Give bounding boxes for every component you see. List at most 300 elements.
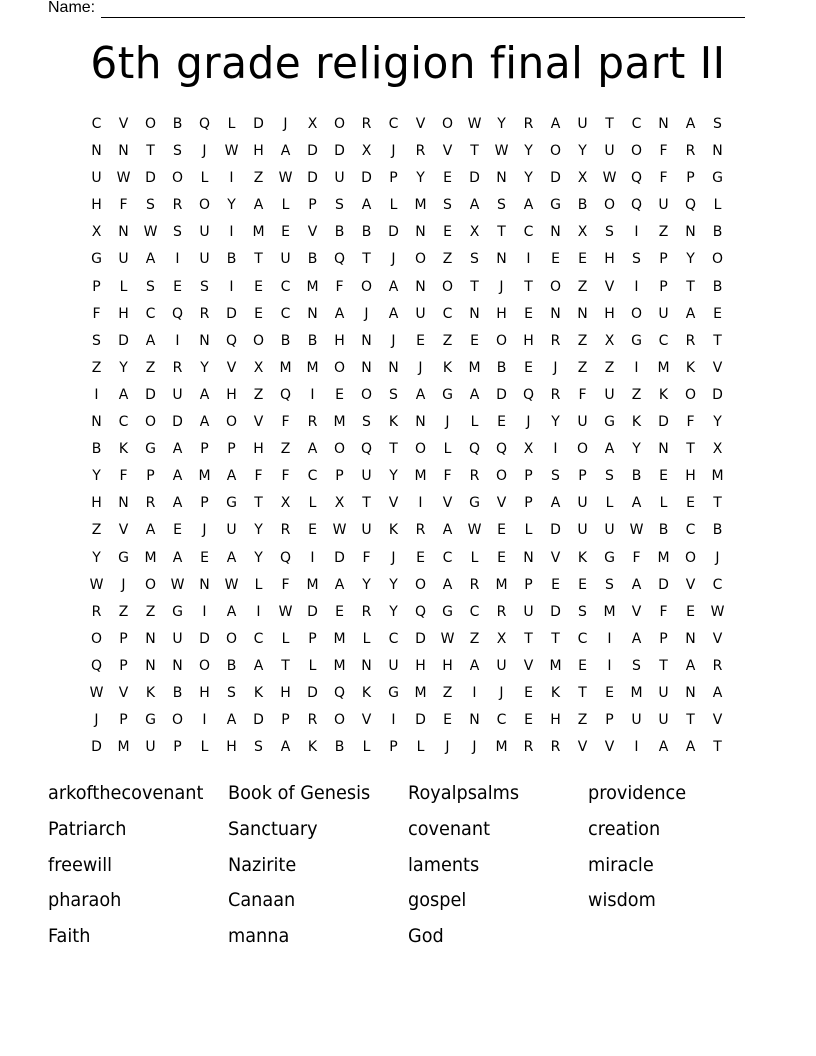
grid-cell[interactable]: A	[469, 197, 480, 214]
grid-cell[interactable]: A	[226, 603, 237, 620]
grid-cell[interactable]: P	[227, 441, 236, 458]
grid-cell[interactable]: A	[631, 576, 642, 593]
grid-cell[interactable]: Q	[225, 332, 238, 349]
grid-cell[interactable]: L	[389, 197, 398, 214]
grid-cell[interactable]: A	[118, 386, 129, 403]
grid-cell[interactable]: Z	[145, 603, 156, 620]
grid-cell[interactable]: F	[92, 305, 101, 322]
grid-cell[interactable]: S	[632, 657, 641, 674]
grid-cell[interactable]: G	[442, 603, 453, 620]
grid-cell[interactable]: Q	[495, 441, 508, 458]
grid-cell[interactable]: K	[550, 684, 561, 701]
grid-cell[interactable]: O	[549, 143, 562, 160]
grid-cell[interactable]: O	[360, 386, 373, 403]
grid-cell[interactable]: Q	[279, 386, 292, 403]
grid-cell[interactable]: U	[604, 522, 615, 539]
grid-cell[interactable]: R	[469, 468, 480, 485]
grid-cell[interactable]: T	[713, 495, 722, 512]
grid-cell[interactable]: X	[712, 441, 723, 458]
grid-cell[interactable]: A	[226, 712, 237, 729]
grid-cell[interactable]: M	[144, 549, 157, 566]
grid-cell[interactable]: L	[470, 414, 479, 431]
grid-cell[interactable]: M	[198, 468, 211, 485]
grid-cell[interactable]: Q	[279, 549, 292, 566]
grid-cell[interactable]: O	[576, 441, 589, 458]
grid-cell[interactable]: O	[603, 197, 616, 214]
grid-cell[interactable]: I	[634, 739, 639, 756]
grid-cell[interactable]: O	[144, 414, 157, 431]
grid-cell[interactable]: E	[254, 305, 263, 322]
grid-cell[interactable]: P	[173, 739, 182, 756]
grid-cell[interactable]: R	[415, 143, 426, 160]
grid-cell[interactable]: K	[577, 549, 588, 566]
grid-cell[interactable]: A	[685, 305, 696, 322]
grid-cell[interactable]: Y	[92, 549, 101, 566]
grid-cell[interactable]: P	[200, 495, 209, 512]
grid-cell[interactable]: S	[254, 739, 263, 756]
grid-cell[interactable]: C	[469, 603, 480, 620]
grid-cell[interactable]: C	[523, 224, 534, 241]
grid-cell[interactable]: E	[443, 170, 452, 187]
grid-cell[interactable]: W	[440, 630, 455, 647]
grid-cell[interactable]: H	[226, 386, 237, 403]
grid-cell[interactable]: D	[253, 116, 264, 132]
grid-cell[interactable]: E	[416, 549, 425, 566]
grid-cell[interactable]: G	[145, 441, 156, 458]
grid-cell[interactable]: F	[281, 468, 290, 485]
grid-cell[interactable]: R	[307, 712, 318, 729]
grid-cell[interactable]: E	[497, 522, 506, 539]
grid-cell[interactable]: H	[415, 657, 426, 674]
grid-cell[interactable]: M	[252, 224, 265, 241]
grid-cell[interactable]: G	[91, 251, 102, 268]
grid-cell[interactable]: W	[278, 603, 293, 620]
grid-cell[interactable]: U	[361, 468, 372, 485]
grid-cell[interactable]: M	[117, 739, 130, 756]
grid-cell[interactable]: G	[145, 712, 156, 729]
grid-cell[interactable]: I	[634, 224, 639, 241]
grid-cell[interactable]: N	[415, 224, 426, 241]
grid-cell[interactable]: P	[659, 278, 668, 295]
grid-cell[interactable]: V	[226, 359, 237, 376]
grid-cell[interactable]: M	[306, 359, 319, 376]
grid-cell[interactable]: I	[391, 712, 396, 729]
grid-cell[interactable]: D	[172, 414, 183, 431]
grid-cell[interactable]: L	[227, 116, 236, 132]
grid-cell[interactable]: L	[443, 441, 452, 458]
grid-cell[interactable]: V	[442, 495, 453, 512]
grid-cell[interactable]: E	[713, 305, 722, 322]
grid-cell[interactable]: W	[494, 143, 509, 160]
grid-cell[interactable]: S	[173, 224, 182, 241]
grid-cell[interactable]: B	[334, 739, 345, 756]
grid-cell[interactable]: A	[253, 197, 264, 214]
grid-cell[interactable]: J	[364, 305, 369, 322]
grid-cell[interactable]: W	[602, 170, 617, 187]
grid-cell[interactable]: U	[91, 170, 102, 187]
grid-cell[interactable]: A	[145, 251, 156, 268]
grid-cell[interactable]: P	[119, 657, 128, 674]
grid-cell[interactable]: L	[281, 630, 290, 647]
grid-cell[interactable]: J	[283, 116, 288, 132]
grid-cell[interactable]: Z	[91, 359, 102, 376]
grid-cell[interactable]: F	[254, 468, 263, 485]
grid-cell[interactable]: O	[333, 116, 346, 132]
grid-cell[interactable]: U	[496, 657, 507, 674]
grid-cell[interactable]: X	[577, 224, 588, 241]
grid-cell[interactable]: L	[119, 278, 128, 295]
grid-cell[interactable]: B	[226, 657, 237, 674]
grid-cell[interactable]: I	[202, 712, 207, 729]
grid-cell[interactable]: P	[389, 739, 398, 756]
grid-cell[interactable]: W	[467, 116, 482, 132]
grid-cell[interactable]: U	[658, 684, 669, 701]
grid-cell[interactable]: Y	[227, 197, 236, 214]
grid-cell[interactable]: T	[713, 739, 722, 756]
grid-cell[interactable]: K	[118, 441, 129, 458]
grid-cell[interactable]: M	[333, 657, 346, 674]
grid-cell[interactable]: R	[172, 359, 183, 376]
grid-cell[interactable]: F	[281, 576, 290, 593]
grid-cell[interactable]: E	[200, 549, 209, 566]
grid-cell[interactable]: N	[118, 495, 129, 512]
grid-cell[interactable]: I	[310, 386, 315, 403]
grid-cell[interactable]: D	[388, 224, 399, 241]
grid-cell[interactable]: D	[145, 386, 156, 403]
grid-cell[interactable]: D	[334, 549, 345, 566]
grid-cell[interactable]: N	[118, 143, 129, 160]
grid-cell[interactable]: F	[119, 197, 128, 214]
grid-cell[interactable]: R	[496, 603, 507, 620]
grid-cell[interactable]: C	[712, 576, 723, 593]
grid-cell[interactable]: X	[361, 143, 372, 160]
grid-cell[interactable]: U	[631, 712, 642, 729]
grid-cell[interactable]: K	[388, 414, 399, 431]
grid-cell[interactable]: I	[607, 630, 612, 647]
grid-cell[interactable]: Z	[577, 332, 588, 349]
grid-cell[interactable]: B	[280, 332, 291, 349]
grid-cell[interactable]: Y	[200, 359, 209, 376]
grid-cell[interactable]: U	[658, 305, 669, 322]
grid-cell[interactable]: A	[307, 441, 318, 458]
grid-cell[interactable]: R	[199, 305, 210, 322]
grid-cell[interactable]: U	[658, 712, 669, 729]
grid-cell[interactable]: O	[630, 305, 643, 322]
grid-cell[interactable]: R	[550, 739, 561, 756]
grid-cell[interactable]: N	[145, 657, 156, 674]
grid-cell[interactable]: Q	[684, 197, 697, 214]
grid-cell[interactable]: E	[578, 657, 587, 674]
grid-cell[interactable]: U	[118, 251, 129, 268]
grid-cell[interactable]: H	[334, 332, 345, 349]
grid-cell[interactable]: N	[685, 684, 696, 701]
grid-cell[interactable]: H	[91, 197, 102, 214]
grid-cell[interactable]: D	[361, 170, 372, 187]
grid-cell[interactable]: F	[578, 386, 587, 403]
grid-cell[interactable]: E	[254, 278, 263, 295]
grid-cell[interactable]: I	[202, 603, 207, 620]
grid-cell[interactable]: P	[659, 251, 668, 268]
grid-cell[interactable]: O	[360, 278, 373, 295]
grid-cell[interactable]: C	[631, 116, 642, 132]
grid-cell[interactable]: F	[335, 278, 344, 295]
grid-cell[interactable]: A	[658, 739, 669, 756]
grid-cell[interactable]: W	[278, 170, 293, 187]
grid-cell[interactable]: U	[145, 739, 156, 756]
grid-cell[interactable]: O	[414, 441, 427, 458]
grid-cell[interactable]: C	[442, 549, 453, 566]
grid-cell[interactable]: Z	[91, 522, 102, 539]
grid-cell[interactable]: M	[333, 630, 346, 647]
grid-cell[interactable]: K	[361, 684, 372, 701]
grid-cell[interactable]: E	[551, 251, 560, 268]
grid-cell[interactable]: B	[631, 468, 642, 485]
grid-cell[interactable]: J	[445, 414, 450, 431]
grid-cell[interactable]: T	[713, 332, 722, 349]
grid-cell[interactable]: X	[496, 630, 507, 647]
grid-cell[interactable]: O	[441, 116, 454, 132]
grid-cell[interactable]: K	[442, 359, 453, 376]
grid-cell[interactable]: R	[550, 386, 561, 403]
grid-cell[interactable]: N	[172, 657, 183, 674]
grid-cell[interactable]: T	[362, 495, 371, 512]
grid-cell[interactable]: A	[685, 739, 696, 756]
grid-cell[interactable]: T	[497, 224, 506, 241]
grid-cell[interactable]: A	[334, 305, 345, 322]
grid-cell[interactable]: Y	[551, 414, 560, 431]
grid-cell[interactable]: D	[712, 386, 723, 403]
grid-cell[interactable]: D	[91, 739, 102, 756]
grid-cell[interactable]: Q	[90, 657, 103, 674]
grid-cell[interactable]: P	[659, 630, 668, 647]
grid-cell[interactable]: E	[605, 684, 614, 701]
grid-cell[interactable]: N	[523, 549, 534, 566]
grid-cell[interactable]: U	[577, 116, 588, 132]
grid-cell[interactable]: A	[253, 657, 264, 674]
grid-cell[interactable]: A	[280, 739, 291, 756]
grid-cell[interactable]: L	[281, 197, 290, 214]
grid-cell[interactable]: J	[445, 739, 450, 756]
grid-cell[interactable]: A	[415, 386, 426, 403]
grid-cell[interactable]: B	[307, 251, 318, 268]
name-field[interactable]	[48, 0, 745, 18]
grid-cell[interactable]: K	[388, 522, 399, 539]
grid-cell[interactable]: E	[524, 305, 533, 322]
grid-cell[interactable]: I	[256, 603, 261, 620]
grid-cell[interactable]: H	[523, 332, 534, 349]
grid-cell[interactable]: D	[253, 712, 264, 729]
grid-cell[interactable]: O	[171, 712, 184, 729]
grid-cell[interactable]: L	[200, 170, 209, 187]
grid-cell[interactable]: N	[658, 441, 669, 458]
grid-cell[interactable]: B	[91, 441, 102, 458]
grid-cell[interactable]: T	[146, 143, 155, 160]
grid-cell[interactable]: N	[685, 224, 696, 241]
grid-cell[interactable]: Z	[604, 359, 615, 376]
grid-cell[interactable]: H	[226, 739, 237, 756]
grid-cell[interactable]: D	[550, 603, 561, 620]
grid-cell[interactable]: O	[441, 278, 454, 295]
grid-cell[interactable]: E	[173, 278, 182, 295]
grid-cell[interactable]: P	[281, 712, 290, 729]
grid-cell[interactable]: X	[469, 224, 480, 241]
grid-cell[interactable]: S	[632, 251, 641, 268]
grid-cell[interactable]: L	[416, 739, 425, 756]
grid-cell[interactable]: H	[253, 441, 264, 458]
grid-cell[interactable]: S	[173, 143, 182, 160]
grid-cell[interactable]: K	[253, 684, 264, 701]
grid-cell[interactable]: W	[170, 576, 185, 593]
grid-cell[interactable]: A	[172, 549, 183, 566]
grid-cell[interactable]: M	[306, 278, 319, 295]
grid-cell[interactable]: L	[362, 739, 371, 756]
grid-cell[interactable]: J	[121, 576, 126, 593]
grid-cell[interactable]: D	[469, 170, 480, 187]
grid-cell[interactable]: X	[91, 224, 102, 241]
grid-cell[interactable]: C	[307, 468, 318, 485]
grid-cell[interactable]: L	[713, 197, 722, 214]
grid-cell[interactable]: D	[307, 603, 318, 620]
grid-cell[interactable]: U	[415, 305, 426, 322]
grid-cell[interactable]: L	[200, 739, 209, 756]
grid-cell[interactable]: Y	[524, 143, 533, 160]
grid-cell[interactable]: A	[145, 522, 156, 539]
grid-cell[interactable]: P	[335, 468, 344, 485]
grid-cell[interactable]: O	[630, 143, 643, 160]
grid-cell[interactable]: D	[658, 414, 669, 431]
grid-cell[interactable]: S	[146, 197, 155, 214]
grid-cell[interactable]: S	[470, 251, 479, 268]
grid-cell[interactable]: M	[306, 576, 319, 593]
grid-cell[interactable]: Z	[118, 603, 129, 620]
grid-cell[interactable]: C	[91, 116, 102, 132]
grid-cell[interactable]: J	[526, 414, 531, 431]
grid-cell[interactable]: Q	[198, 116, 211, 132]
grid-cell[interactable]: R	[361, 603, 372, 620]
grid-cell[interactable]: E	[524, 359, 533, 376]
grid-cell[interactable]: P	[605, 712, 614, 729]
grid-cell[interactable]: A	[172, 495, 183, 512]
grid-cell[interactable]: Z	[442, 251, 453, 268]
grid-cell[interactable]: I	[175, 332, 180, 349]
grid-cell[interactable]: O	[495, 332, 508, 349]
grid-cell[interactable]: C	[685, 522, 696, 539]
grid-cell[interactable]: I	[175, 251, 180, 268]
grid-cell[interactable]: G	[226, 495, 237, 512]
grid-cell[interactable]: D	[118, 332, 129, 349]
grid-cell[interactable]: A	[172, 468, 183, 485]
grid-cell[interactable]: J	[391, 332, 396, 349]
grid-cell[interactable]: R	[469, 576, 480, 593]
grid-cell[interactable]: T	[686, 712, 695, 729]
grid-cell[interactable]: A	[145, 332, 156, 349]
grid-cell[interactable]: J	[418, 359, 423, 376]
grid-cell[interactable]: R	[415, 522, 426, 539]
grid-cell[interactable]: H	[685, 468, 696, 485]
grid-cell[interactable]: O	[198, 197, 211, 214]
grid-cell[interactable]: B	[307, 332, 318, 349]
grid-cell[interactable]: C	[496, 712, 507, 729]
grid-cell[interactable]: U	[577, 522, 588, 539]
grid-cell[interactable]: R	[91, 603, 102, 620]
grid-cell[interactable]: V	[550, 549, 561, 566]
grid-cell[interactable]: S	[605, 576, 614, 593]
grid-cell[interactable]: R	[550, 332, 561, 349]
grid-cell[interactable]: Z	[280, 441, 291, 458]
grid-cell[interactable]: W	[629, 522, 644, 539]
grid-cell[interactable]: H	[199, 684, 210, 701]
grid-cell[interactable]: R	[523, 116, 534, 132]
grid-cell[interactable]: K	[631, 414, 642, 431]
grid-cell[interactable]: G	[469, 495, 480, 512]
grid-cell[interactable]: E	[497, 414, 506, 431]
grid-cell[interactable]: F	[119, 468, 128, 485]
grid-cell[interactable]: W	[116, 170, 131, 187]
grid-cell[interactable]: V	[442, 143, 453, 160]
grid-cell[interactable]: L	[524, 522, 533, 539]
grid-cell[interactable]: U	[199, 224, 210, 241]
grid-cell[interactable]: N	[469, 305, 480, 322]
grid-cell[interactable]: T	[686, 441, 695, 458]
grid-cell[interactable]: L	[254, 576, 263, 593]
grid-cell[interactable]: A	[388, 278, 399, 295]
grid-cell[interactable]: D	[415, 712, 426, 729]
grid-cell[interactable]: G	[631, 332, 642, 349]
grid-cell[interactable]: R	[172, 197, 183, 214]
grid-cell[interactable]: C	[118, 414, 129, 431]
grid-cell[interactable]: M	[549, 657, 562, 674]
grid-cell[interactable]: Y	[686, 251, 695, 268]
grid-cell[interactable]: Q	[630, 170, 643, 187]
grid-cell[interactable]: U	[388, 657, 399, 674]
grid-cell[interactable]: H	[604, 305, 615, 322]
grid-cell[interactable]: D	[550, 170, 561, 187]
grid-cell[interactable]: I	[472, 684, 477, 701]
grid-cell[interactable]: L	[605, 495, 614, 512]
grid-cell[interactable]: T	[578, 684, 587, 701]
grid-cell[interactable]: V	[685, 576, 696, 593]
grid-cell[interactable]: R	[712, 657, 723, 674]
grid-cell[interactable]: N	[307, 305, 318, 322]
grid-cell[interactable]: D	[496, 386, 507, 403]
grid-cell[interactable]: O	[414, 576, 427, 593]
grid-cell[interactable]: Q	[630, 197, 643, 214]
grid-cell[interactable]: Z	[145, 359, 156, 376]
grid-cell[interactable]: E	[470, 332, 479, 349]
grid-cell[interactable]: A	[442, 522, 453, 539]
grid-cell[interactable]: A	[388, 305, 399, 322]
grid-cell[interactable]: B	[712, 278, 723, 295]
grid-cell[interactable]: C	[253, 630, 264, 647]
grid-cell[interactable]: P	[308, 197, 317, 214]
grid-cell[interactable]: N	[361, 332, 372, 349]
grid-cell[interactable]: K	[307, 739, 318, 756]
grid-cell[interactable]: Z	[253, 170, 264, 187]
grid-cell[interactable]: A	[550, 495, 561, 512]
grid-cell[interactable]: O	[549, 278, 562, 295]
grid-cell[interactable]: N	[118, 224, 129, 241]
grid-cell[interactable]: V	[712, 630, 723, 647]
grid-cell[interactable]: V	[307, 224, 318, 241]
grid-cell[interactable]: M	[657, 359, 670, 376]
grid-cell[interactable]: E	[659, 468, 668, 485]
grid-cell[interactable]: X	[334, 495, 345, 512]
grid-cell[interactable]: E	[524, 684, 533, 701]
grid-cell[interactable]: W	[224, 576, 239, 593]
grid-cell[interactable]: Q	[333, 251, 346, 268]
grid-cell[interactable]: X	[307, 116, 318, 132]
grid-cell[interactable]: Y	[713, 414, 722, 431]
